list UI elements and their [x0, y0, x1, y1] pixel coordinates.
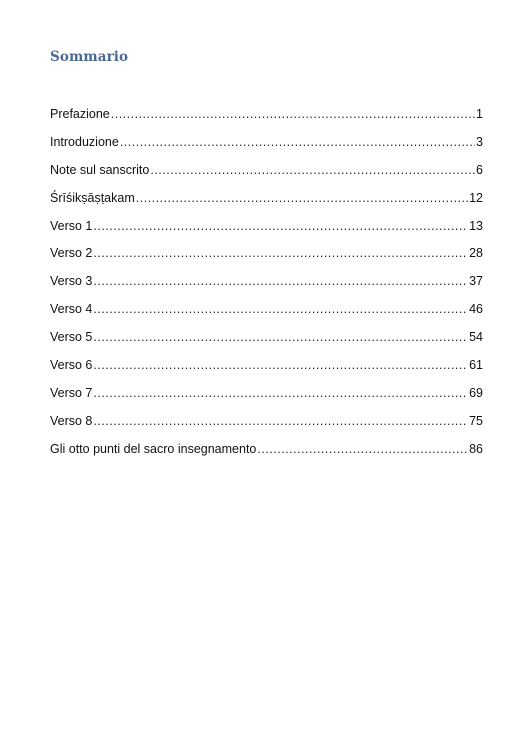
- toc-entry-label: Śrīśikṣāṣṭakam: [50, 190, 135, 205]
- toc-page-number: 12: [469, 190, 483, 205]
- toc-entry[interactable]: [50, 411, 483, 439]
- toc-entry-label: Verso 2: [50, 246, 93, 261]
- toc-entry-label: Verso 6: [50, 358, 93, 373]
- toc-dot-leader: [93, 411, 468, 431]
- toc-page-number: 75: [469, 413, 483, 428]
- toc-entry[interactable]: [50, 160, 483, 188]
- toc-entry-label: Verso 4: [50, 302, 93, 317]
- toc-page-number: 46: [469, 302, 483, 317]
- toc-dot-leader: [93, 327, 468, 347]
- toc-entry-label: Verso 1: [50, 218, 93, 233]
- toc-entry[interactable]: [50, 216, 483, 244]
- toc-dot-leader: [93, 299, 468, 319]
- toc-entry[interactable]: [50, 243, 483, 271]
- toc-entry-label: Introduzione: [50, 134, 119, 149]
- toc-dot-leader: [93, 271, 468, 291]
- toc-dot-leader: [93, 355, 468, 375]
- toc-dot-leader: [93, 383, 468, 403]
- toc-entry[interactable]: [50, 188, 483, 216]
- toc-entry[interactable]: [50, 327, 483, 355]
- toc-entry-label: Verso 3: [50, 274, 93, 289]
- toc-page-number: 37: [469, 274, 483, 289]
- toc-dot-leader: [93, 216, 468, 236]
- toc-page-number: 54: [469, 330, 483, 345]
- toc-page-number: 28: [469, 246, 483, 261]
- toc-page-number: 6: [476, 162, 483, 177]
- toc-page-number: 3: [476, 134, 483, 149]
- toc-page-number: 61: [469, 358, 483, 373]
- toc-entry[interactable]: [50, 299, 483, 327]
- toc-page-number: 86: [469, 441, 483, 456]
- toc-dot-leader: [111, 104, 475, 124]
- toc-entry-label: Verso 5: [50, 330, 93, 345]
- toc-dot-leader: [93, 243, 468, 263]
- toc-entry-label: Gli otto punti del sacro insegnamento: [50, 441, 257, 456]
- toc-entry[interactable]: [50, 439, 483, 467]
- toc-dot-leader: [120, 132, 475, 152]
- toc-page-number: 1: [476, 107, 483, 121]
- toc-entry-label: Note sul sanscrito: [50, 162, 150, 177]
- toc-dot-leader: [150, 160, 475, 180]
- toc-entry[interactable]: [50, 355, 483, 383]
- toc-entry-label: Prefazione: [50, 107, 110, 121]
- toc-entry[interactable]: [50, 104, 483, 132]
- toc-entry-label: Verso 8: [50, 413, 93, 428]
- toc-entry[interactable]: [50, 132, 483, 160]
- toc-page-number: 69: [469, 385, 483, 400]
- toc-title: Sommario: [50, 49, 129, 65]
- table-of-contents: [50, 104, 483, 467]
- toc-dot-leader: [257, 439, 468, 459]
- toc-entry-label: Verso 7: [50, 385, 93, 400]
- toc-entry[interactable]: [50, 271, 483, 299]
- toc-dot-leader: [136, 188, 468, 208]
- toc-entry[interactable]: [50, 383, 483, 411]
- toc-page-number: 13: [469, 218, 483, 233]
